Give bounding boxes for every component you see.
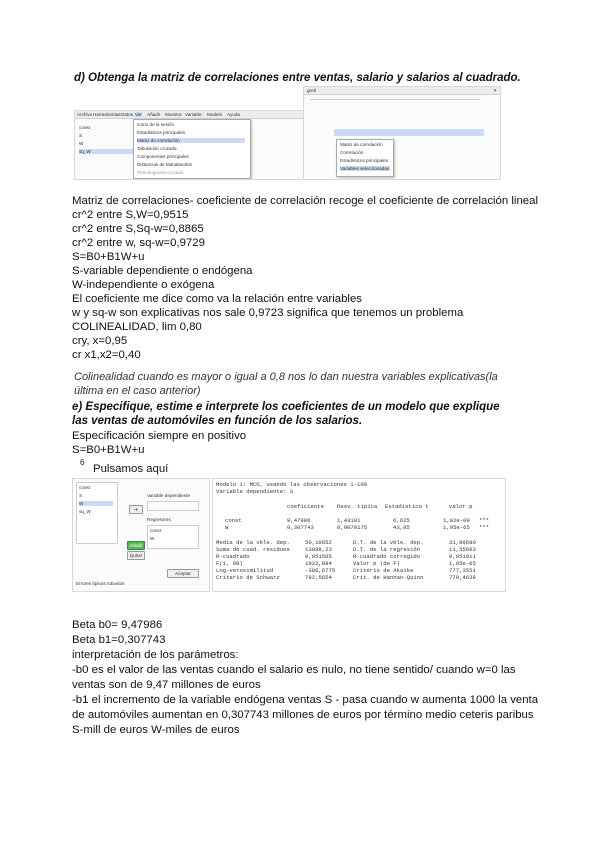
var-row-1[interactable]: S [79,133,83,138]
menu-archivo[interactable]: Archivo [77,112,93,117]
submenu-item-1[interactable]: Correlación [340,150,364,155]
menu-item-componentes[interactable]: Componentes principales [137,154,189,159]
stat-label: R-cuadrado corregido [353,553,421,560]
variable-list [76,482,118,544]
spec-line: Especificación siempre en positivo [72,430,247,442]
ok-button[interactable]: Aceptar [167,569,199,578]
arrow-right-icon[interactable]: ➔ [129,505,143,514]
menu-herramientas[interactable]: Herramientas [93,112,121,117]
var-row-3[interactable]: sq_W [79,149,139,154]
stat-label: Valor p (de F) [353,560,400,567]
heading-d: d) Obtenga la matriz de correlaciones entre ventas, salario y salarios al cuadrado. [74,72,521,84]
text-line: w y sq-w son explicativas nos sale 0,9723 significa que tenemos un problema [72,307,464,319]
coef-se: 0,0070175 [337,524,368,531]
col-header: Desv. típica [337,503,378,510]
var-list-item[interactable]: W [79,501,113,506]
screenshot-regression-output [212,478,506,592]
text-line: S=B0+B1W+u [72,251,145,263]
text-block-a [72,194,538,362]
menu-modelo[interactable]: Modelo [207,112,223,117]
col-header: coeficiente [287,503,324,510]
dialog-title: gretl [307,88,316,93]
view-dropdown-menu [133,119,251,179]
var-row-2[interactable]: W [79,141,84,146]
coef-row-name: W [225,524,229,531]
stat-label: Crit. de Hannan-Quinn [353,574,424,581]
robust-checkbox-label[interactable]: Errores típicos robustos [76,581,125,586]
add-button[interactable]: Añadir [127,541,145,550]
label-dep-var: Variable dependiente [147,493,191,498]
menu-item-estadisticos[interactable]: Estadísticos principales [137,130,186,135]
coef-t: 6,625 [393,517,410,524]
coef-p: 1,95e-65 [443,524,470,531]
menubar [75,111,303,119]
spec-line: S=B0+B1W+u [72,444,145,456]
text-line: cr x1,x2=0,40 [72,349,141,361]
stat-value: 1922,884 [305,560,332,567]
text-line: cr^2 entre S,W=0,9515 [72,209,189,221]
submenu [336,139,394,177]
stat-label: D.T. de la vble. dep. [353,539,424,546]
coef-se: 1,43101 [337,517,361,524]
stat-value: 13088,23 [305,546,332,553]
stat-value: 11,55663 [449,546,476,553]
stat-value: 0,951505 [305,553,332,560]
var-list-item[interactable]: S [79,493,83,498]
col-header: valor p [449,503,473,510]
text-line: -b1 el incremento de la variable endógena ventas S - pasa cuando w aumenta 1000 la venta [72,694,539,706]
step-label: Pulsamos aquí [93,463,169,475]
stat-label: Suma de cuad. residuos [216,546,290,553]
var-list-item[interactable]: const [79,485,90,490]
menu-item-periodograma[interactable]: Periodograma cruzado [137,170,184,175]
submenu-item-0[interactable]: Matriz de correlación [340,142,383,147]
text-line: interpretación de los parámetros: [72,649,239,661]
var-row-0[interactable]: const [79,125,90,130]
step-number: 6 [80,458,85,467]
stat-value: 779,4638 [449,574,476,581]
menu-ayuda[interactable]: Ayuda [227,112,240,117]
stat-label: Criterio de Schwarz [216,574,280,581]
stat-value: 777,3551 [449,567,476,574]
text-line: W-independiente o exógena [72,279,215,291]
text-line: Beta b1=0,307743 [72,634,166,646]
text-block-b [72,618,538,738]
menu-item-mahalanobis[interactable]: Distancias de Mahalanobis [137,162,192,167]
colinealidad-note: Colinealidad cuando es mayor o igual a 0,8 nos lo dan nuestra variables explicativas(la última en el caso anterior) [74,371,498,397]
coef-value: 9,47986 [287,517,311,524]
screenshot-gretl-menu [74,110,304,180]
coef-stars: *** [479,524,490,531]
stat-label: Log-verosimilitud [216,567,274,574]
heading-e: e) Especifique, estime e interprete los coeficientes de un modelo que explique las ventas de automóviles en función de los salarios. [72,401,500,427]
menu-datos[interactable]: Datos [121,112,134,117]
spec-block [72,429,246,457]
coef-t: 43,85 [393,524,410,531]
text-line: cr^2 entre w, sq-w=0,9729 [72,237,205,249]
regressor-item[interactable]: const [150,528,161,533]
stat-value: 31,90680 [449,539,476,546]
stat-value: 50,10652 [305,539,332,546]
output-depvar: Variable dependiente: S [216,488,294,495]
submenu-item-2[interactable]: Estadísticos principales [340,158,389,163]
coef-row-name: const [225,517,242,524]
text-line: -b0 es el valor de las ventas cuando el salario es nulo, no tiene sentido/ cuando w=0 las [72,664,516,676]
stat-value: 1,95e-65 [449,560,476,567]
remove-button[interactable]: Quitar [127,551,145,560]
stat-label: Media de la vble. dep. [216,539,290,546]
text-line: de automóviles aumentan en 0,307743 millones de euros por término medio ceteris paribus [72,709,534,721]
text-line: El coeficiente me dice como va la relación entre variables [72,293,362,305]
text-line: Matriz de correlaciones- coeficiente de correlación recoge el coeficiente de correlación lineal [72,195,538,207]
stat-value: 782,5654 [305,574,332,581]
text-line: S-mill de euros W-miles de euros [72,724,240,736]
menu-item-icono[interactable]: Icono de la sesión [137,122,175,127]
toolbar-divider [310,99,480,100]
output-title: Modelo 1: MCO, usando las observaciones 1-100 [216,481,368,488]
regressor-list[interactable] [147,525,199,549]
menu-item-tabulacion[interactable]: Tabulación cruzada [137,146,177,151]
text-line: ventas son de 9,47 millones de euros [72,679,261,691]
menu-anadir[interactable]: Añadir [147,112,161,117]
stat-label: R-cuadrado [216,553,250,560]
coef-stars: *** [479,517,490,524]
stat-label: Criterio de Akaike [353,567,414,574]
text-line: S-variable dependiente o endógena [72,265,253,277]
menu-item-matriz-correlacion[interactable]: Matriz de correlación [137,138,245,143]
coef-p: 1,92e-09 [443,517,470,524]
stat-label: F(1, 98) [216,560,243,567]
stat-label: D.T. de la regresión [353,546,421,553]
menu-variable[interactable]: Variable [185,112,202,117]
screenshot-correlation-dialog [303,86,501,180]
screenshot-ols-dialog [72,478,210,592]
stat-value: -386,6775 [305,567,336,574]
regressor-item[interactable]: W [150,536,155,541]
dep-var-field[interactable] [147,501,199,511]
stat-value: 0,951011 [449,553,476,560]
label-regressors: Regresores [147,517,171,522]
close-icon[interactable]: ✕ [493,88,497,93]
menu-muestra[interactable]: Muestra [165,112,182,117]
text-line: cr^2 entre S,Sq-w=0,8865 [72,223,204,235]
var-list-item[interactable]: sq_W [79,509,91,514]
coef-value: 0,307743 [287,524,314,531]
dialog-titlebar [304,87,500,95]
menu-ver[interactable]: Ver [135,112,142,117]
text-line: cry, x=0,95 [72,335,128,347]
text-line: COLINEALIDAD, lim 0,80 [72,321,202,333]
selected-row[interactable] [334,129,484,136]
submenu-item-3[interactable]: Variables seleccionadas [340,166,390,171]
text-line: Beta b0= 9,47986 [72,619,163,631]
col-header: Estadístico t [385,503,429,510]
